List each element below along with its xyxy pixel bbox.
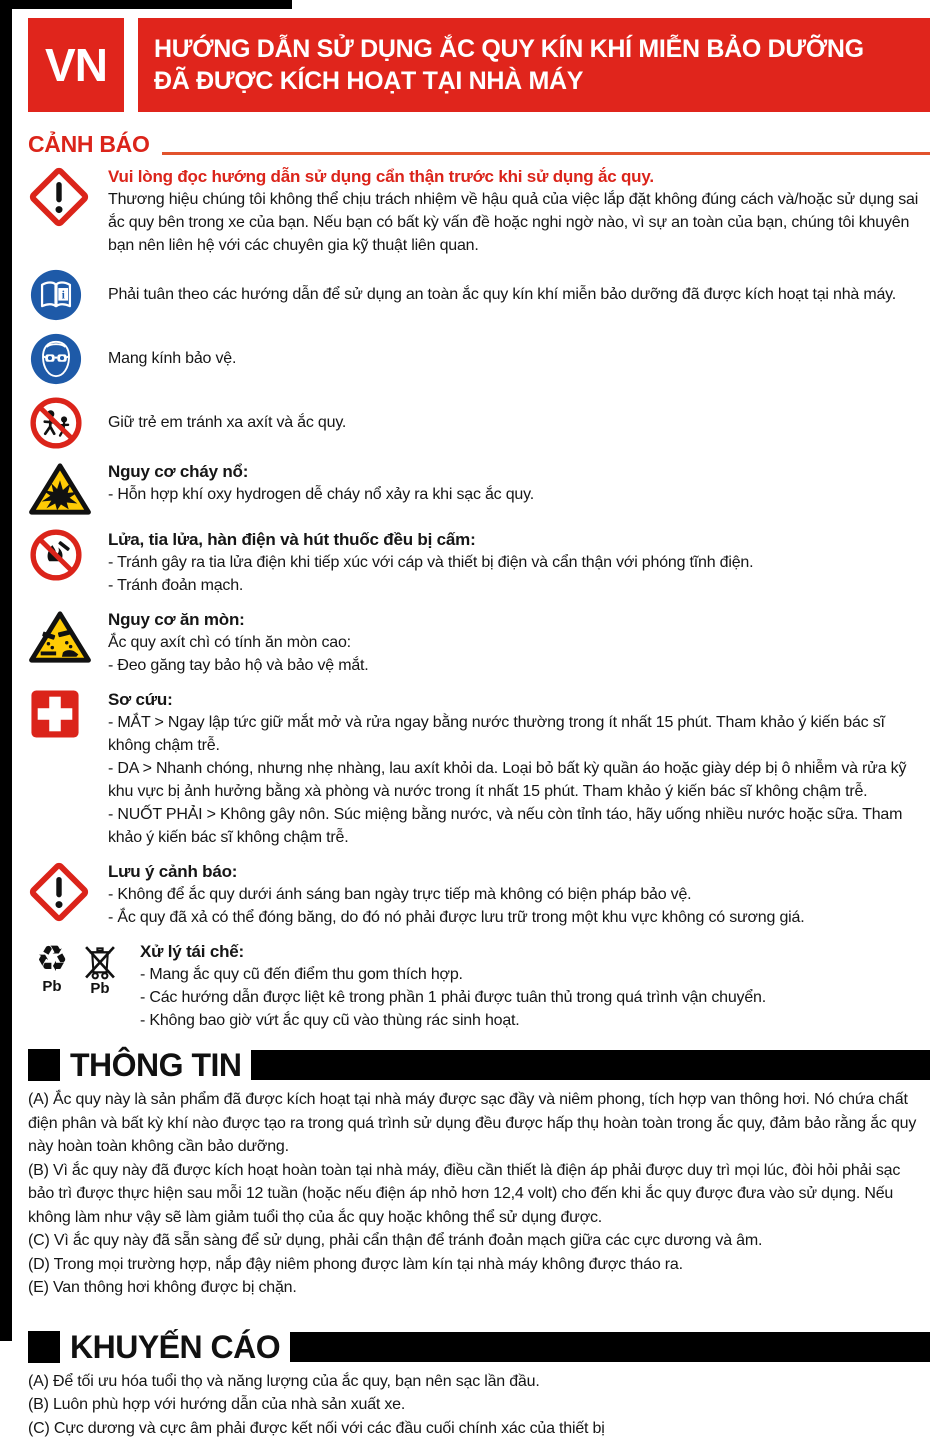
warning-line: - Hỗn hợp khí oxy hydrogen dễ cháy nổ xảy ra khi sạc ắc quy.: [108, 483, 930, 506]
warning-section-heading: [28, 132, 930, 158]
warning-line: - Ắc quy đã xả có thể đóng băng, do đó nó phải được lưu trữ trong một khu vực không có sương giá.: [108, 906, 930, 929]
no-children-icon: [28, 396, 108, 449]
language-code: VN: [45, 38, 107, 92]
warning-item-text: [108, 860, 930, 929]
warning-heading-rule: [162, 152, 930, 155]
corrosive-triangle-icon: [28, 608, 108, 677]
warning-item-text: [108, 608, 930, 677]
info-paragraph-c: (C) Vì ắc quy này đã sẵn sàng để sử dụng, phải cẩn thận để tránh đoản mạch giữa các cực dương và âm.: [28, 1229, 930, 1253]
info-section-heading: [28, 1048, 930, 1082]
language-code-badge: [28, 18, 124, 112]
recycling-icons: [28, 940, 140, 1032]
recycle-glyph: ♻: [36, 941, 68, 979]
warning-body: Phải tuân theo các hướng dẫn để sử dụng an toàn ắc quy kín khí miễn bảo dưỡng đã được kích hoạt tại nhà máy.: [108, 283, 930, 306]
warning-item-text: [108, 460, 930, 517]
warning-item-keep-children-away: [28, 396, 930, 449]
recommend-paragraph-c: (C) Cực dương và cực âm phải được kết nối với các đầu cuối chính xác của thiết bị: [28, 1417, 930, 1440]
title-bar: [138, 18, 930, 112]
ghs-exclamation-icon: [28, 165, 108, 257]
warning-item-first-aid: [28, 688, 930, 849]
warning-header: Xử lý tái chế:: [140, 940, 930, 963]
content: [28, 0, 930, 1440]
ghs-exclamation-icon: [28, 860, 108, 929]
warning-item-explosion-hazard: [28, 460, 930, 517]
warning-item-text: [140, 940, 930, 1032]
heading-square: [28, 1049, 60, 1081]
warning-line: - Tránh gây ra tia lửa điện khi tiếp xúc với cáp và thiết bị điện và cẩn thận với phóng tĩnh điện.: [108, 551, 930, 574]
recommend-paragraph-a: (A) Để tối ưu hóa tuổi thọ và năng lượng của ắc quy, bạn nên sạc lần đầu.: [28, 1370, 930, 1394]
warning-line: - NUỐT PHẢI > Không gây nôn. Súc miệng bằng nước, và nếu còn tỉnh táo, hãy uống nhiều nước hoặc sữa. Tham khảo ý kiến bác sĩ không chậm trễ.: [108, 803, 930, 849]
heading-bar: [251, 1050, 930, 1080]
warning-line: - DA > Nhanh chóng, nhưng nhẹ nhàng, lau axít khỏi da. Loại bỏ bất kỳ quần áo hoặc giày dép bị ô nhiễm và rửa kỹ khu vực bị ảnh hưởng bằng xà phòng và nước trong ít nhất 15 phút. Tham khảo ý kiến bác sĩ không chậm trễ.: [108, 757, 930, 803]
warning-line: - Không để ắc quy dưới ánh sáng ban ngày trực tiếp mà không có biện pháp bảo vệ.: [108, 883, 930, 906]
pb-label: Pb: [90, 981, 109, 997]
header: [28, 18, 930, 112]
safety-goggles-icon: [28, 332, 108, 385]
recommend-heading-label: KHUYẾN CÁO: [70, 1330, 280, 1364]
info-paragraph-d: (D) Trong mọi trường hợp, nắp đậy niêm phong được làm kín tại nhà máy không được tháo ra.: [28, 1253, 930, 1277]
scan-edge-left: [0, 0, 12, 1341]
explosion-triangle-icon: [28, 460, 108, 517]
pb-label: Pb: [42, 979, 61, 995]
page-title-line2: ĐÃ ĐƯỢC KÍCH HOẠT TẠI NHÀ MÁY: [154, 65, 914, 97]
warning-line: - Không bao giờ vứt ắc quy cũ vào thùng rác sinh hoạt.: [140, 1009, 930, 1032]
warning-header: Sơ cứu:: [108, 688, 930, 711]
warning-body: Thương hiệu chúng tôi không thể chịu trách nhiệm về hậu quả của việc lắp đặt không đúng cách và/hoặc sử dụng sai ắc quy bên trong xe của bạn. Nếu bạn có bất kỳ vấn đề hoặc nghi ngờ nào, vì sự an toàn của bạn, chúng tôi khuyên bạn nên liên hệ với các chuyên gia kỹ thuật liên quan.: [108, 188, 930, 257]
info-heading-label: THÔNG TIN: [70, 1048, 241, 1082]
recommend-paragraphs: [28, 1370, 930, 1440]
warning-header: Lửa, tia lửa, hàn điện và hút thuốc đều bị cấm:: [108, 528, 930, 551]
warning-line: - Mang ắc quy cũ đến điểm thu gom thích hợp.: [140, 963, 930, 986]
heading-bar: [290, 1332, 930, 1362]
recycling-mobius-icon: [28, 941, 76, 995]
warning-header: Lưu ý cảnh báo:: [108, 860, 930, 883]
info-paragraphs: [28, 1088, 930, 1300]
warning-line: - MẮT > Ngay lập tức giữ mắt mở và rửa ngay bằng nước thường trong ít nhất 15 phút. Tham khảo ý kiến bác sĩ không chậm trễ.: [108, 711, 930, 757]
warning-item-recycling: [28, 940, 930, 1032]
recommend-section-heading: [28, 1330, 930, 1364]
warning-body: Mang kính bảo vệ.: [108, 347, 930, 370]
warning-line: - Đeo găng tay bảo hộ và bảo vệ mắt.: [108, 654, 930, 677]
warning-line: - Tránh đoản mạch.: [108, 574, 930, 597]
warning-line: - Các hướng dẫn được liệt kê trong phần 1 phải được tuân thủ trong quá trình vận chuyển.: [140, 986, 930, 1009]
warning-heading-label: CẢNH BÁO: [28, 131, 150, 158]
page-title-line1: HƯỚNG DẪN SỬ DỤNG ẮC QUY KÍN KHÍ MIỄN BẢO DƯỠNG: [154, 33, 914, 65]
warning-item-caution-notes: [28, 860, 930, 929]
warning-body: Giữ trẻ em tránh xa axít và ắc quy.: [108, 411, 930, 434]
warning-item-read-carefully: [28, 165, 930, 257]
info-paragraph-a: (A) Ắc quy này là sản phẩm đã được kích hoạt tại nhà máy được sạc đầy và niêm phong, tích hợp van thông hơi. Nó chứa chất điện phân và bất kỳ khí nào được tạo ra trong quá trình sử dụng đều được hấp thụ hoàn toàn trong ắc quy, đảm bảo rằng ắc quy này hoàn toàn không cần bảo dưỡng.: [28, 1088, 930, 1159]
warning-item-corrosion: [28, 608, 930, 677]
first-aid-cross-icon: [28, 688, 108, 849]
warning-header: Nguy cơ cháy nổ:: [108, 460, 930, 483]
warning-item-follow-manual: [28, 268, 930, 321]
read-manual-icon: [28, 268, 108, 321]
svg-text:i: i: [62, 290, 65, 302]
info-paragraph-e: (E) Van thông hơi không được bị chặn.: [28, 1276, 930, 1300]
no-trash-bin-icon: [76, 941, 124, 997]
info-paragraph-b: (B) Vì ắc quy này đã được kích hoạt hoàn toàn tại nhà máy, điều cần thiết là điện áp phải được duy trì mọi lúc, đòi hỏi phải sạc bảo trì được thực hiện sau mỗi 12 tuần (hoặc nếu điện áp nhỏ hơn 12,4 volt) cho đến khi ắc quy được đưa vào sử dụng. Nếu không làm như vậy sẽ làm giảm tuổi thọ của ắc quy hoặc không thể sử dụng được.: [28, 1159, 930, 1230]
warning-item-text: [108, 165, 930, 257]
heading-square: [28, 1331, 60, 1363]
warning-lead: Vui lòng đọc hướng dẫn sử dụng cẩn thận trước khi sử dụng ắc quy.: [108, 165, 930, 188]
warning-item-text: [108, 528, 930, 597]
warning-item-text: [108, 688, 930, 849]
recommend-paragraph-b: (B) Luôn phù hợp với hướng dẫn của nhà sản xuất xe.: [28, 1393, 930, 1417]
no-fire-icon: [28, 528, 108, 597]
warning-line: Ắc quy axít chì có tính ăn mòn cao:: [108, 631, 930, 654]
warning-header: Nguy cơ ăn mòn:: [108, 608, 930, 631]
warning-item-no-fire: [28, 528, 930, 597]
warning-item-eye-protection: [28, 332, 930, 385]
